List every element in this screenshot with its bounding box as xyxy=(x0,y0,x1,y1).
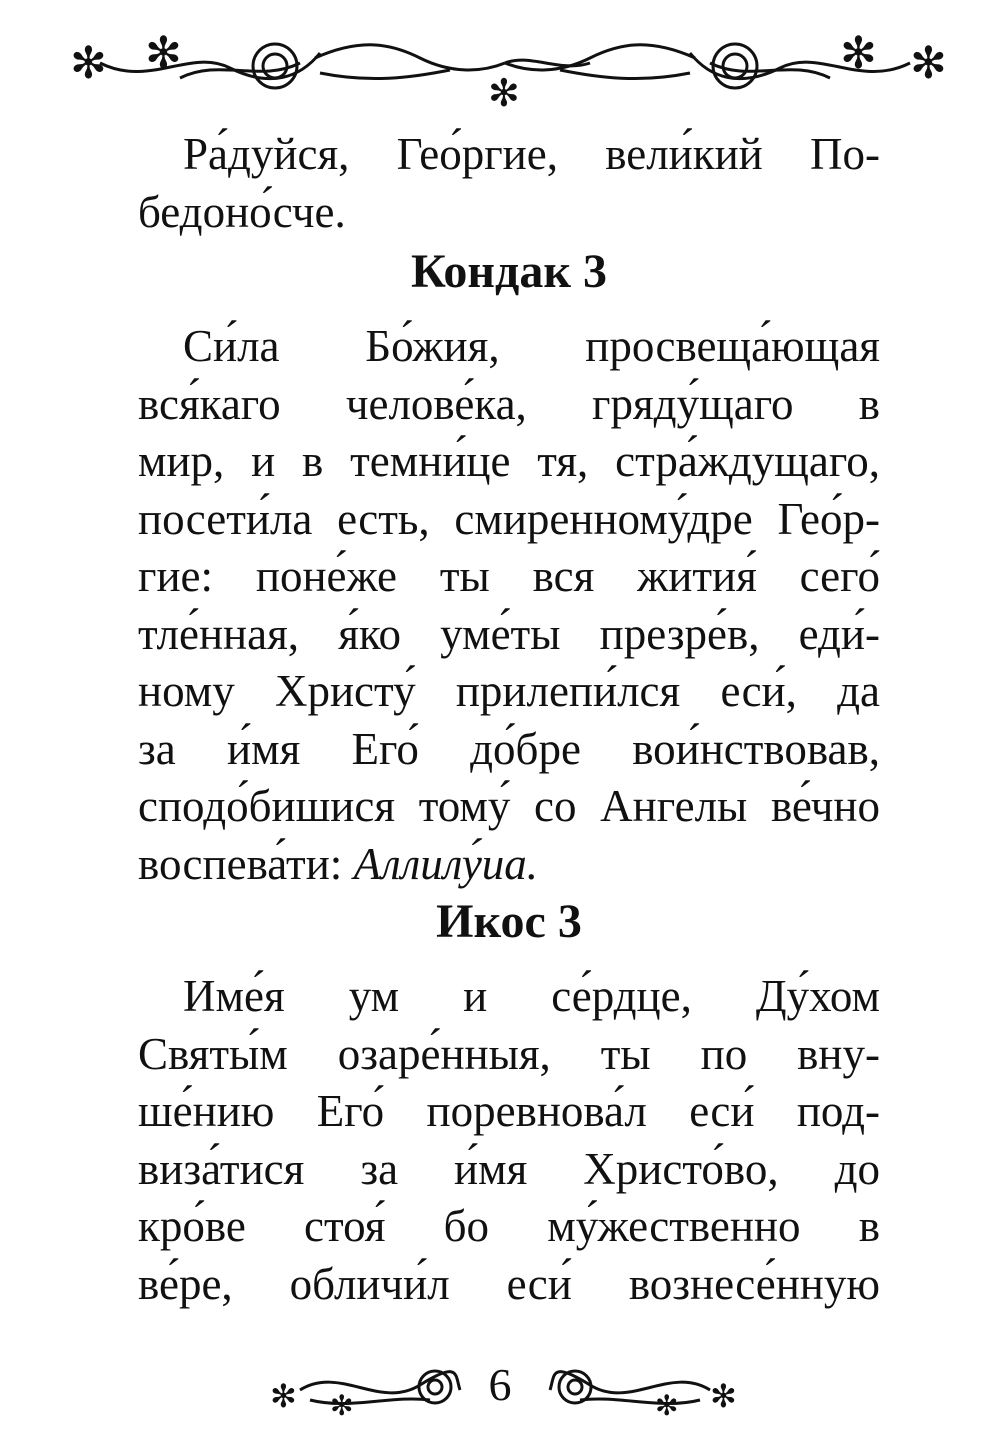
text-line: ше́нию Его́ поревнова́л еси́ под- xyxy=(138,1086,880,1136)
text-line: тле́нная, я́ко уме́ты презре́в, еди́- xyxy=(138,608,880,659)
alleluia-refrain: Аллилу́иа. xyxy=(353,838,539,889)
text-line: кро́ве стоя́ бо му́жественно в xyxy=(138,1201,880,1251)
text-line: ному Христу́ прилепи́лся еси́, да xyxy=(138,666,880,716)
text-line: Святы́м озаре́нныя, ты по вну- xyxy=(138,1028,880,1079)
text-line: Си́ла Бо́жия, просвеща́ющая xyxy=(183,321,880,371)
flower-icon: ✻ xyxy=(840,28,877,79)
text-line: мир, и в темни́це тя, стра́ждущаго, xyxy=(138,436,880,486)
kontakion-heading: Кондак 3 xyxy=(410,245,607,298)
floral-header-ornament xyxy=(60,18,950,113)
continuation-paragraph xyxy=(138,126,880,241)
text-line: Ра́дуйся, Гео́ргие, вели́кий По- xyxy=(183,129,880,179)
text-line: воспева́ти: Аллилу́иа. xyxy=(138,838,539,889)
page-number: 6 xyxy=(488,1359,512,1410)
flower-icon: ✻ xyxy=(910,38,947,89)
flower-icon: ✻ xyxy=(145,28,182,79)
text-line: посети́ла есть, смиренному́дре Гео́р- xyxy=(138,493,880,544)
flower-icon: ✻ xyxy=(710,1377,737,1415)
text-line: виза́тися за и́мя Христо́во, до xyxy=(138,1143,880,1194)
text-line: гие: поне́же ты вся жития́ сего́ xyxy=(138,551,880,601)
text-line: ве́ре, обличи́л еси́ вознесе́нную xyxy=(138,1258,880,1309)
text-line: Име́я ум и се́рдце, Ду́хом xyxy=(183,971,880,1021)
kontakion-paragraph xyxy=(138,318,880,893)
flower-icon: ✻ xyxy=(70,38,107,89)
flower-icon: ✻ xyxy=(330,1389,354,1422)
text-line: бедоно́сче. xyxy=(138,186,346,237)
ikos-heading: Икос 3 xyxy=(436,895,582,948)
flower-icon: ✻ xyxy=(655,1389,679,1422)
flower-icon: ✻ xyxy=(270,1377,297,1415)
text-line: вся́каго челове́ка, гряду́щаго в xyxy=(138,378,880,429)
ikos-paragraph xyxy=(138,968,880,1313)
text-line: за и́мя Его́ до́бре вои́нствовав, xyxy=(138,723,880,774)
text-line: сподо́бишися тому́ со Ангелы ве́чно xyxy=(138,781,880,831)
flower-icon: ✻ xyxy=(488,71,520,113)
